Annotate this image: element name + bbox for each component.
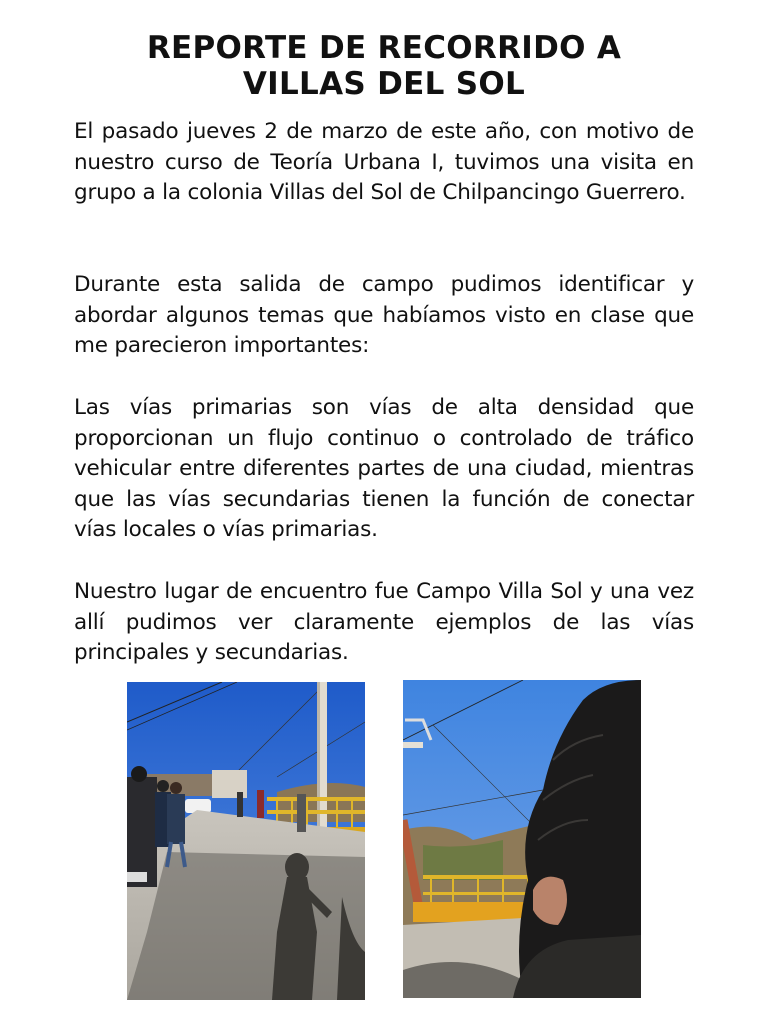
paragraph-1: El pasado jueves 2 de marzo de este año, con motivo de nuestro curso de Teoría Urbana I, tuvimos una visita en grupo a la colonia Villas del Sol de Chilpancingo Guerrero.	[74, 119, 694, 205]
title-line-1: REPORTE DE RECORRIDO A	[146, 30, 622, 66]
title-line-2: VILLAS DEL SOL	[242, 66, 526, 102]
street-photo-right-image	[403, 680, 641, 998]
paragraph-1-block	[74, 117, 694, 209]
page-title	[0, 30, 768, 102]
paragraph-2-block	[74, 270, 694, 362]
street-photo-left	[127, 682, 365, 1000]
paragraph-4: Nuestro lugar de encuentro fue Campo Villa Sol y una vez allí pudimos ver claramente ejemplos de las vías principales y secundarias.	[74, 579, 694, 665]
paragraph-2: Durante esta salida de campo pudimos identificar y abordar algunos temas que habíamos visto en clase que me parecieron importantes:	[74, 272, 694, 358]
paragraph-4-block	[74, 577, 694, 669]
street-photo-right	[403, 680, 641, 998]
paragraph-3: Las vías primarias son vías de alta densidad que proporcionan un flujo continuo o controlado de tráfico vehicular entre diferentes partes de una ciudad, mientras que las vías secundarias tienen la función de conectar vías locales o vías primarias.	[74, 395, 694, 542]
paragraph-3-block	[74, 393, 694, 546]
street-photo-left-image	[127, 682, 365, 1000]
